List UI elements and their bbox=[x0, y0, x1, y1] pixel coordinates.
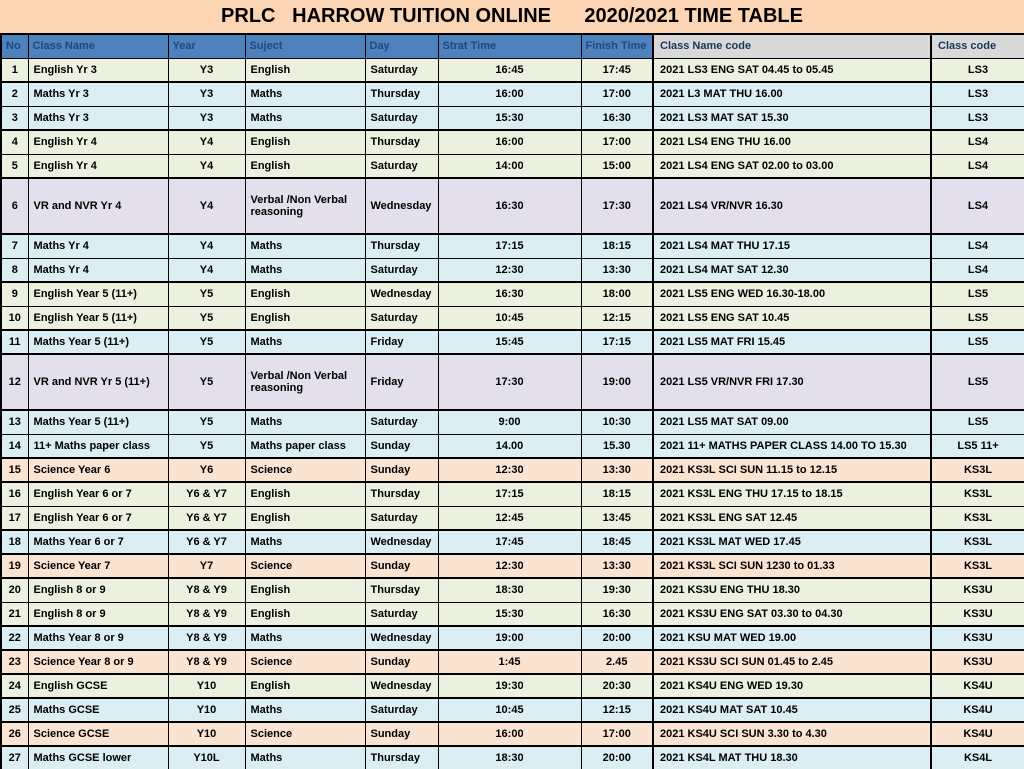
cell-subject: Verbal /Non Verbal reasoning bbox=[245, 354, 365, 410]
cell-subject: English bbox=[245, 282, 365, 306]
cell-code: KS3L bbox=[931, 482, 1024, 506]
column-header-year: Year bbox=[168, 34, 245, 58]
table-row bbox=[1, 178, 1024, 234]
cell-start: 18:30 bbox=[438, 746, 581, 769]
cell-code_name: 2021 KS3L MAT WED 17.45 bbox=[653, 530, 931, 554]
cell-day: Wednesday bbox=[365, 626, 438, 650]
table-row bbox=[1, 330, 1024, 354]
cell-class_name: Maths Yr 4 bbox=[28, 258, 168, 282]
cell-start: 12:30 bbox=[438, 458, 581, 482]
cell-start: 19:30 bbox=[438, 674, 581, 698]
cell-finish: 20:00 bbox=[581, 626, 653, 650]
cell-code_name: 2021 KS4U ENG WED 19.30 bbox=[653, 674, 931, 698]
table-row bbox=[1, 650, 1024, 674]
cell-class_name: English Year 5 (11+) bbox=[28, 306, 168, 330]
cell-start: 17:30 bbox=[438, 354, 581, 410]
cell-year: Y4 bbox=[168, 258, 245, 282]
cell-code_name: 2021 KS3L ENG SAT 12.45 bbox=[653, 506, 931, 530]
cell-year: Y8 & Y9 bbox=[168, 602, 245, 626]
table-row bbox=[1, 482, 1024, 506]
cell-subject: Maths bbox=[245, 746, 365, 769]
cell-year: Y5 bbox=[168, 434, 245, 458]
cell-day: Saturday bbox=[365, 106, 438, 130]
column-header-no: No bbox=[1, 34, 28, 58]
cell-class_name: Maths Year 8 or 9 bbox=[28, 626, 168, 650]
cell-year: Y5 bbox=[168, 306, 245, 330]
cell-no: 17 bbox=[1, 506, 28, 530]
cell-year: Y5 bbox=[168, 330, 245, 354]
column-header-day: Day bbox=[365, 34, 438, 58]
cell-day: Thursday bbox=[365, 578, 438, 602]
cell-code_name: 2021 KS3U SCI SUN 01.45 to 2.45 bbox=[653, 650, 931, 674]
cell-day: Thursday bbox=[365, 130, 438, 154]
cell-year: Y4 bbox=[168, 154, 245, 178]
cell-code: KS4U bbox=[931, 698, 1024, 722]
cell-year: Y10 bbox=[168, 698, 245, 722]
cell-finish: 17:00 bbox=[581, 82, 653, 106]
cell-code: LS4 bbox=[931, 234, 1024, 258]
cell-code: KS3U bbox=[931, 602, 1024, 626]
cell-start: 10:45 bbox=[438, 698, 581, 722]
cell-start: 17:15 bbox=[438, 234, 581, 258]
cell-code: LS4 bbox=[931, 130, 1024, 154]
cell-no: 16 bbox=[1, 482, 28, 506]
cell-code: LS3 bbox=[931, 82, 1024, 106]
cell-subject: Verbal /Non Verbal reasoning bbox=[245, 178, 365, 234]
cell-code: KS4L bbox=[931, 746, 1024, 769]
table-row bbox=[1, 106, 1024, 130]
cell-subject: English bbox=[245, 578, 365, 602]
table-row bbox=[1, 282, 1024, 306]
cell-year: Y5 bbox=[168, 410, 245, 434]
cell-finish: 17:00 bbox=[581, 722, 653, 746]
cell-no: 23 bbox=[1, 650, 28, 674]
cell-class_name: Maths Year 6 or 7 bbox=[28, 530, 168, 554]
cell-subject: Science bbox=[245, 722, 365, 746]
cell-start: 12:45 bbox=[438, 506, 581, 530]
cell-start: 17:45 bbox=[438, 530, 581, 554]
cell-code: KS3L bbox=[931, 458, 1024, 482]
cell-no: 26 bbox=[1, 722, 28, 746]
title-band bbox=[0, 0, 1024, 33]
cell-class_name: English Yr 3 bbox=[28, 58, 168, 82]
cell-class_name: English Year 5 (11+) bbox=[28, 282, 168, 306]
cell-class_name: Maths GCSE bbox=[28, 698, 168, 722]
cell-finish: 18:15 bbox=[581, 482, 653, 506]
cell-subject: English bbox=[245, 602, 365, 626]
cell-code_name: 2021 KS3U ENG SAT 03.30 to 04.30 bbox=[653, 602, 931, 626]
cell-day: Wednesday bbox=[365, 674, 438, 698]
cell-no: 1 bbox=[1, 58, 28, 82]
cell-finish: 13:30 bbox=[581, 258, 653, 282]
cell-no: 5 bbox=[1, 154, 28, 178]
table-row bbox=[1, 578, 1024, 602]
cell-no: 13 bbox=[1, 410, 28, 434]
cell-finish: 16:30 bbox=[581, 106, 653, 130]
cell-subject: English bbox=[245, 506, 365, 530]
cell-year: Y10 bbox=[168, 674, 245, 698]
cell-day: Friday bbox=[365, 354, 438, 410]
cell-year: Y6 & Y7 bbox=[168, 530, 245, 554]
cell-no: 21 bbox=[1, 602, 28, 626]
cell-code: LS4 bbox=[931, 178, 1024, 234]
table-row bbox=[1, 530, 1024, 554]
cell-day: Sunday bbox=[365, 434, 438, 458]
cell-start: 16:00 bbox=[438, 722, 581, 746]
cell-day: Sunday bbox=[365, 722, 438, 746]
cell-code: LS4 bbox=[931, 258, 1024, 282]
cell-code_name: 2021 LS4 MAT THU 17.15 bbox=[653, 234, 931, 258]
cell-no: 15 bbox=[1, 458, 28, 482]
cell-class_name: Maths Yr 3 bbox=[28, 106, 168, 130]
cell-no: 18 bbox=[1, 530, 28, 554]
cell-class_name: Science Year 7 bbox=[28, 554, 168, 578]
cell-no: 11 bbox=[1, 330, 28, 354]
cell-class_name: English Yr 4 bbox=[28, 130, 168, 154]
cell-start: 16:00 bbox=[438, 82, 581, 106]
cell-no: 25 bbox=[1, 698, 28, 722]
timetable-body bbox=[1, 58, 1024, 769]
cell-finish: 12:15 bbox=[581, 306, 653, 330]
timetable bbox=[0, 33, 1024, 769]
table-row bbox=[1, 306, 1024, 330]
cell-code_name: 2021 KS3L ENG THU 17.15 to 18.15 bbox=[653, 482, 931, 506]
cell-day: Saturday bbox=[365, 410, 438, 434]
cell-start: 16:45 bbox=[438, 58, 581, 82]
cell-no: 10 bbox=[1, 306, 28, 330]
cell-no: 8 bbox=[1, 258, 28, 282]
cell-start: 15:30 bbox=[438, 106, 581, 130]
cell-code_name: 2021 KS3L SCI SUN 11.15 to 12.15 bbox=[653, 458, 931, 482]
cell-subject: Maths paper class bbox=[245, 434, 365, 458]
cell-class_name: Science Year 8 or 9 bbox=[28, 650, 168, 674]
cell-class_name: Maths Year 5 (11+) bbox=[28, 330, 168, 354]
cell-year: Y7 bbox=[168, 554, 245, 578]
cell-class_name: Maths Yr 4 bbox=[28, 234, 168, 258]
cell-class_name: English Year 6 or 7 bbox=[28, 482, 168, 506]
cell-start: 12:30 bbox=[438, 554, 581, 578]
cell-finish: 12:15 bbox=[581, 698, 653, 722]
cell-subject: Maths bbox=[245, 626, 365, 650]
cell-finish: 20:30 bbox=[581, 674, 653, 698]
cell-day: Saturday bbox=[365, 58, 438, 82]
cell-no: 4 bbox=[1, 130, 28, 154]
cell-class_name: English 8 or 9 bbox=[28, 578, 168, 602]
cell-class_name: Science Year 6 bbox=[28, 458, 168, 482]
cell-no: 22 bbox=[1, 626, 28, 650]
cell-class_name: English Year 6 or 7 bbox=[28, 506, 168, 530]
cell-finish: 13:30 bbox=[581, 458, 653, 482]
cell-subject: English bbox=[245, 306, 365, 330]
cell-code_name: 2021 KS3L SCI SUN 1230 to 01.33 bbox=[653, 554, 931, 578]
cell-finish: 19:00 bbox=[581, 354, 653, 410]
cell-finish: 17:00 bbox=[581, 130, 653, 154]
cell-start: 9:00 bbox=[438, 410, 581, 434]
cell-class_name: Maths GCSE lower bbox=[28, 746, 168, 769]
cell-no: 9 bbox=[1, 282, 28, 306]
cell-start: 1:45 bbox=[438, 650, 581, 674]
table-row bbox=[1, 722, 1024, 746]
cell-code: KS3L bbox=[931, 554, 1024, 578]
cell-day: Saturday bbox=[365, 506, 438, 530]
cell-code_name: 2021 LS5 MAT SAT 09.00 bbox=[653, 410, 931, 434]
cell-year: Y6 & Y7 bbox=[168, 482, 245, 506]
table-row bbox=[1, 746, 1024, 769]
cell-code_name: 2021 LS3 MAT SAT 15.30 bbox=[653, 106, 931, 130]
cell-year: Y10L bbox=[168, 746, 245, 769]
cell-subject: Maths bbox=[245, 410, 365, 434]
cell-code: KS3L bbox=[931, 506, 1024, 530]
cell-start: 14.00 bbox=[438, 434, 581, 458]
cell-subject: English bbox=[245, 154, 365, 178]
table-row bbox=[1, 82, 1024, 106]
cell-subject: English bbox=[245, 482, 365, 506]
cell-no: 24 bbox=[1, 674, 28, 698]
cell-code: KS3U bbox=[931, 578, 1024, 602]
cell-year: Y8 & Y9 bbox=[168, 578, 245, 602]
cell-code: KS3U bbox=[931, 650, 1024, 674]
cell-class_name: Maths Yr 3 bbox=[28, 82, 168, 106]
cell-year: Y10 bbox=[168, 722, 245, 746]
column-header-class_name: Class Name bbox=[28, 34, 168, 58]
cell-subject: Science bbox=[245, 554, 365, 578]
table-row bbox=[1, 234, 1024, 258]
cell-finish: 17:15 bbox=[581, 330, 653, 354]
table-row bbox=[1, 58, 1024, 82]
cell-finish: 19:30 bbox=[581, 578, 653, 602]
cell-code_name: 2021 LS4 ENG SAT 02.00 to 03.00 bbox=[653, 154, 931, 178]
cell-finish: 17:30 bbox=[581, 178, 653, 234]
cell-code: LS4 bbox=[931, 154, 1024, 178]
table-row bbox=[1, 154, 1024, 178]
cell-year: Y4 bbox=[168, 130, 245, 154]
cell-code_name: 2021 LS5 MAT FRI 15.45 bbox=[653, 330, 931, 354]
cell-subject: English bbox=[245, 130, 365, 154]
cell-day: Wednesday bbox=[365, 530, 438, 554]
cell-day: Sunday bbox=[365, 554, 438, 578]
cell-subject: Maths bbox=[245, 330, 365, 354]
table-row bbox=[1, 602, 1024, 626]
cell-code: LS5 bbox=[931, 354, 1024, 410]
cell-subject: Maths bbox=[245, 258, 365, 282]
cell-code: KS4U bbox=[931, 722, 1024, 746]
cell-finish: 17:45 bbox=[581, 58, 653, 82]
cell-class_name: 11+ Maths paper class bbox=[28, 434, 168, 458]
cell-day: Friday bbox=[365, 330, 438, 354]
cell-class_name: English 8 or 9 bbox=[28, 602, 168, 626]
table-row bbox=[1, 354, 1024, 410]
cell-code: KS3L bbox=[931, 530, 1024, 554]
table-row bbox=[1, 506, 1024, 530]
cell-no: 3 bbox=[1, 106, 28, 130]
cell-subject: Science bbox=[245, 650, 365, 674]
table-row bbox=[1, 458, 1024, 482]
cell-year: Y6 bbox=[168, 458, 245, 482]
cell-day: Sunday bbox=[365, 458, 438, 482]
cell-finish: 13:30 bbox=[581, 554, 653, 578]
cell-code_name: 2021 LS4 ENG THU 16.00 bbox=[653, 130, 931, 154]
cell-no: 6 bbox=[1, 178, 28, 234]
cell-finish: 18:15 bbox=[581, 234, 653, 258]
cell-finish: 18:45 bbox=[581, 530, 653, 554]
cell-code_name: 2021 KS4U MAT SAT 10.45 bbox=[653, 698, 931, 722]
cell-day: Thursday bbox=[365, 746, 438, 769]
cell-day: Wednesday bbox=[365, 282, 438, 306]
cell-year: Y8 & Y9 bbox=[168, 626, 245, 650]
column-header-code: Class code bbox=[931, 34, 1024, 58]
cell-code: LS5 11+ bbox=[931, 434, 1024, 458]
page-title: PRLC HARROW TUITION ONLINE 2020/2021 TIME TABLE bbox=[221, 5, 803, 27]
cell-code_name: 2021 KS4U SCI SUN 3.30 to 4.30 bbox=[653, 722, 931, 746]
cell-class_name: English Yr 4 bbox=[28, 154, 168, 178]
cell-class_name: VR and NVR Yr 4 bbox=[28, 178, 168, 234]
cell-code_name: 2021 LS4 VR/NVR 16.30 bbox=[653, 178, 931, 234]
cell-year: Y8 & Y9 bbox=[168, 650, 245, 674]
cell-code_name: 2021 LS5 VR/NVR FRI 17.30 bbox=[653, 354, 931, 410]
cell-code: LS3 bbox=[931, 106, 1024, 130]
cell-no: 20 bbox=[1, 578, 28, 602]
cell-subject: Maths bbox=[245, 106, 365, 130]
cell-year: Y3 bbox=[168, 82, 245, 106]
cell-class_name: Science GCSE bbox=[28, 722, 168, 746]
cell-day: Sunday bbox=[365, 650, 438, 674]
column-header-start: Strat Time bbox=[438, 34, 581, 58]
table-row bbox=[1, 626, 1024, 650]
cell-code_name: 2021 KS3U ENG THU 18.30 bbox=[653, 578, 931, 602]
cell-code_name: 2021 LS5 ENG WED 16.30-18.00 bbox=[653, 282, 931, 306]
cell-year: Y6 & Y7 bbox=[168, 506, 245, 530]
cell-finish: 15:00 bbox=[581, 154, 653, 178]
cell-no: 12 bbox=[1, 354, 28, 410]
cell-subject: Science bbox=[245, 458, 365, 482]
cell-year: Y5 bbox=[168, 282, 245, 306]
table-row bbox=[1, 698, 1024, 722]
cell-finish: 2.45 bbox=[581, 650, 653, 674]
timetable-header bbox=[1, 34, 1024, 58]
cell-subject: Maths bbox=[245, 698, 365, 722]
cell-class_name: VR and NVR Yr 5 (11+) bbox=[28, 354, 168, 410]
cell-start: 17:15 bbox=[438, 482, 581, 506]
cell-code: LS5 bbox=[931, 306, 1024, 330]
cell-finish: 10:30 bbox=[581, 410, 653, 434]
cell-finish: 18:00 bbox=[581, 282, 653, 306]
cell-code_name: 2021 L3 MAT THU 16.00 bbox=[653, 82, 931, 106]
cell-start: 14:00 bbox=[438, 154, 581, 178]
cell-day: Saturday bbox=[365, 602, 438, 626]
cell-code: KS3U bbox=[931, 626, 1024, 650]
table-row bbox=[1, 434, 1024, 458]
column-header-subject: Suject bbox=[245, 34, 365, 58]
cell-code_name: 2021 LS3 ENG SAT 04.45 to 05.45 bbox=[653, 58, 931, 82]
cell-no: 14 bbox=[1, 434, 28, 458]
cell-start: 12:30 bbox=[438, 258, 581, 282]
cell-day: Saturday bbox=[365, 306, 438, 330]
cell-day: Saturday bbox=[365, 258, 438, 282]
cell-subject: Maths bbox=[245, 530, 365, 554]
cell-day: Thursday bbox=[365, 82, 438, 106]
cell-year: Y4 bbox=[168, 234, 245, 258]
cell-day: Thursday bbox=[365, 234, 438, 258]
header-row bbox=[1, 34, 1024, 58]
cell-finish: 13:45 bbox=[581, 506, 653, 530]
cell-code_name: 2021 11+ MATHS PAPER CLASS 14.00 TO 15.30 bbox=[653, 434, 931, 458]
table-row bbox=[1, 130, 1024, 154]
cell-day: Wednesday bbox=[365, 178, 438, 234]
cell-start: 16:30 bbox=[438, 178, 581, 234]
cell-no: 2 bbox=[1, 82, 28, 106]
cell-finish: 16:30 bbox=[581, 602, 653, 626]
cell-class_name: English GCSE bbox=[28, 674, 168, 698]
cell-class_name: Maths Year 5 (11+) bbox=[28, 410, 168, 434]
cell-finish: 15.30 bbox=[581, 434, 653, 458]
table-row bbox=[1, 258, 1024, 282]
table-row bbox=[1, 554, 1024, 578]
cell-no: 27 bbox=[1, 746, 28, 769]
cell-start: 19:00 bbox=[438, 626, 581, 650]
table-row bbox=[1, 674, 1024, 698]
cell-start: 15:30 bbox=[438, 602, 581, 626]
cell-code: LS3 bbox=[931, 58, 1024, 82]
cell-year: Y5 bbox=[168, 354, 245, 410]
cell-subject: Maths bbox=[245, 234, 365, 258]
cell-year: Y3 bbox=[168, 106, 245, 130]
cell-start: 16:30 bbox=[438, 282, 581, 306]
cell-no: 19 bbox=[1, 554, 28, 578]
cell-day: Saturday bbox=[365, 154, 438, 178]
cell-code_name: 2021 LS5 ENG SAT 10.45 bbox=[653, 306, 931, 330]
cell-start: 10:45 bbox=[438, 306, 581, 330]
cell-start: 16:00 bbox=[438, 130, 581, 154]
cell-subject: English bbox=[245, 674, 365, 698]
cell-code: LS5 bbox=[931, 410, 1024, 434]
cell-code_name: 2021 KSU MAT WED 19.00 bbox=[653, 626, 931, 650]
cell-start: 15:45 bbox=[438, 330, 581, 354]
cell-no: 7 bbox=[1, 234, 28, 258]
cell-code: LS5 bbox=[931, 282, 1024, 306]
cell-subject: Maths bbox=[245, 82, 365, 106]
table-row bbox=[1, 410, 1024, 434]
cell-code_name: 2021 KS4L MAT THU 18.30 bbox=[653, 746, 931, 769]
cell-year: Y3 bbox=[168, 58, 245, 82]
cell-finish: 20:00 bbox=[581, 746, 653, 769]
cell-code: LS5 bbox=[931, 330, 1024, 354]
cell-year: Y4 bbox=[168, 178, 245, 234]
cell-code: KS4U bbox=[931, 674, 1024, 698]
cell-code_name: 2021 LS4 MAT SAT 12.30 bbox=[653, 258, 931, 282]
cell-start: 18:30 bbox=[438, 578, 581, 602]
cell-day: Saturday bbox=[365, 698, 438, 722]
column-header-finish: Finish Time bbox=[581, 34, 653, 58]
cell-day: Thursday bbox=[365, 482, 438, 506]
cell-subject: English bbox=[245, 58, 365, 82]
column-header-code_name: Class Name code bbox=[653, 34, 931, 58]
